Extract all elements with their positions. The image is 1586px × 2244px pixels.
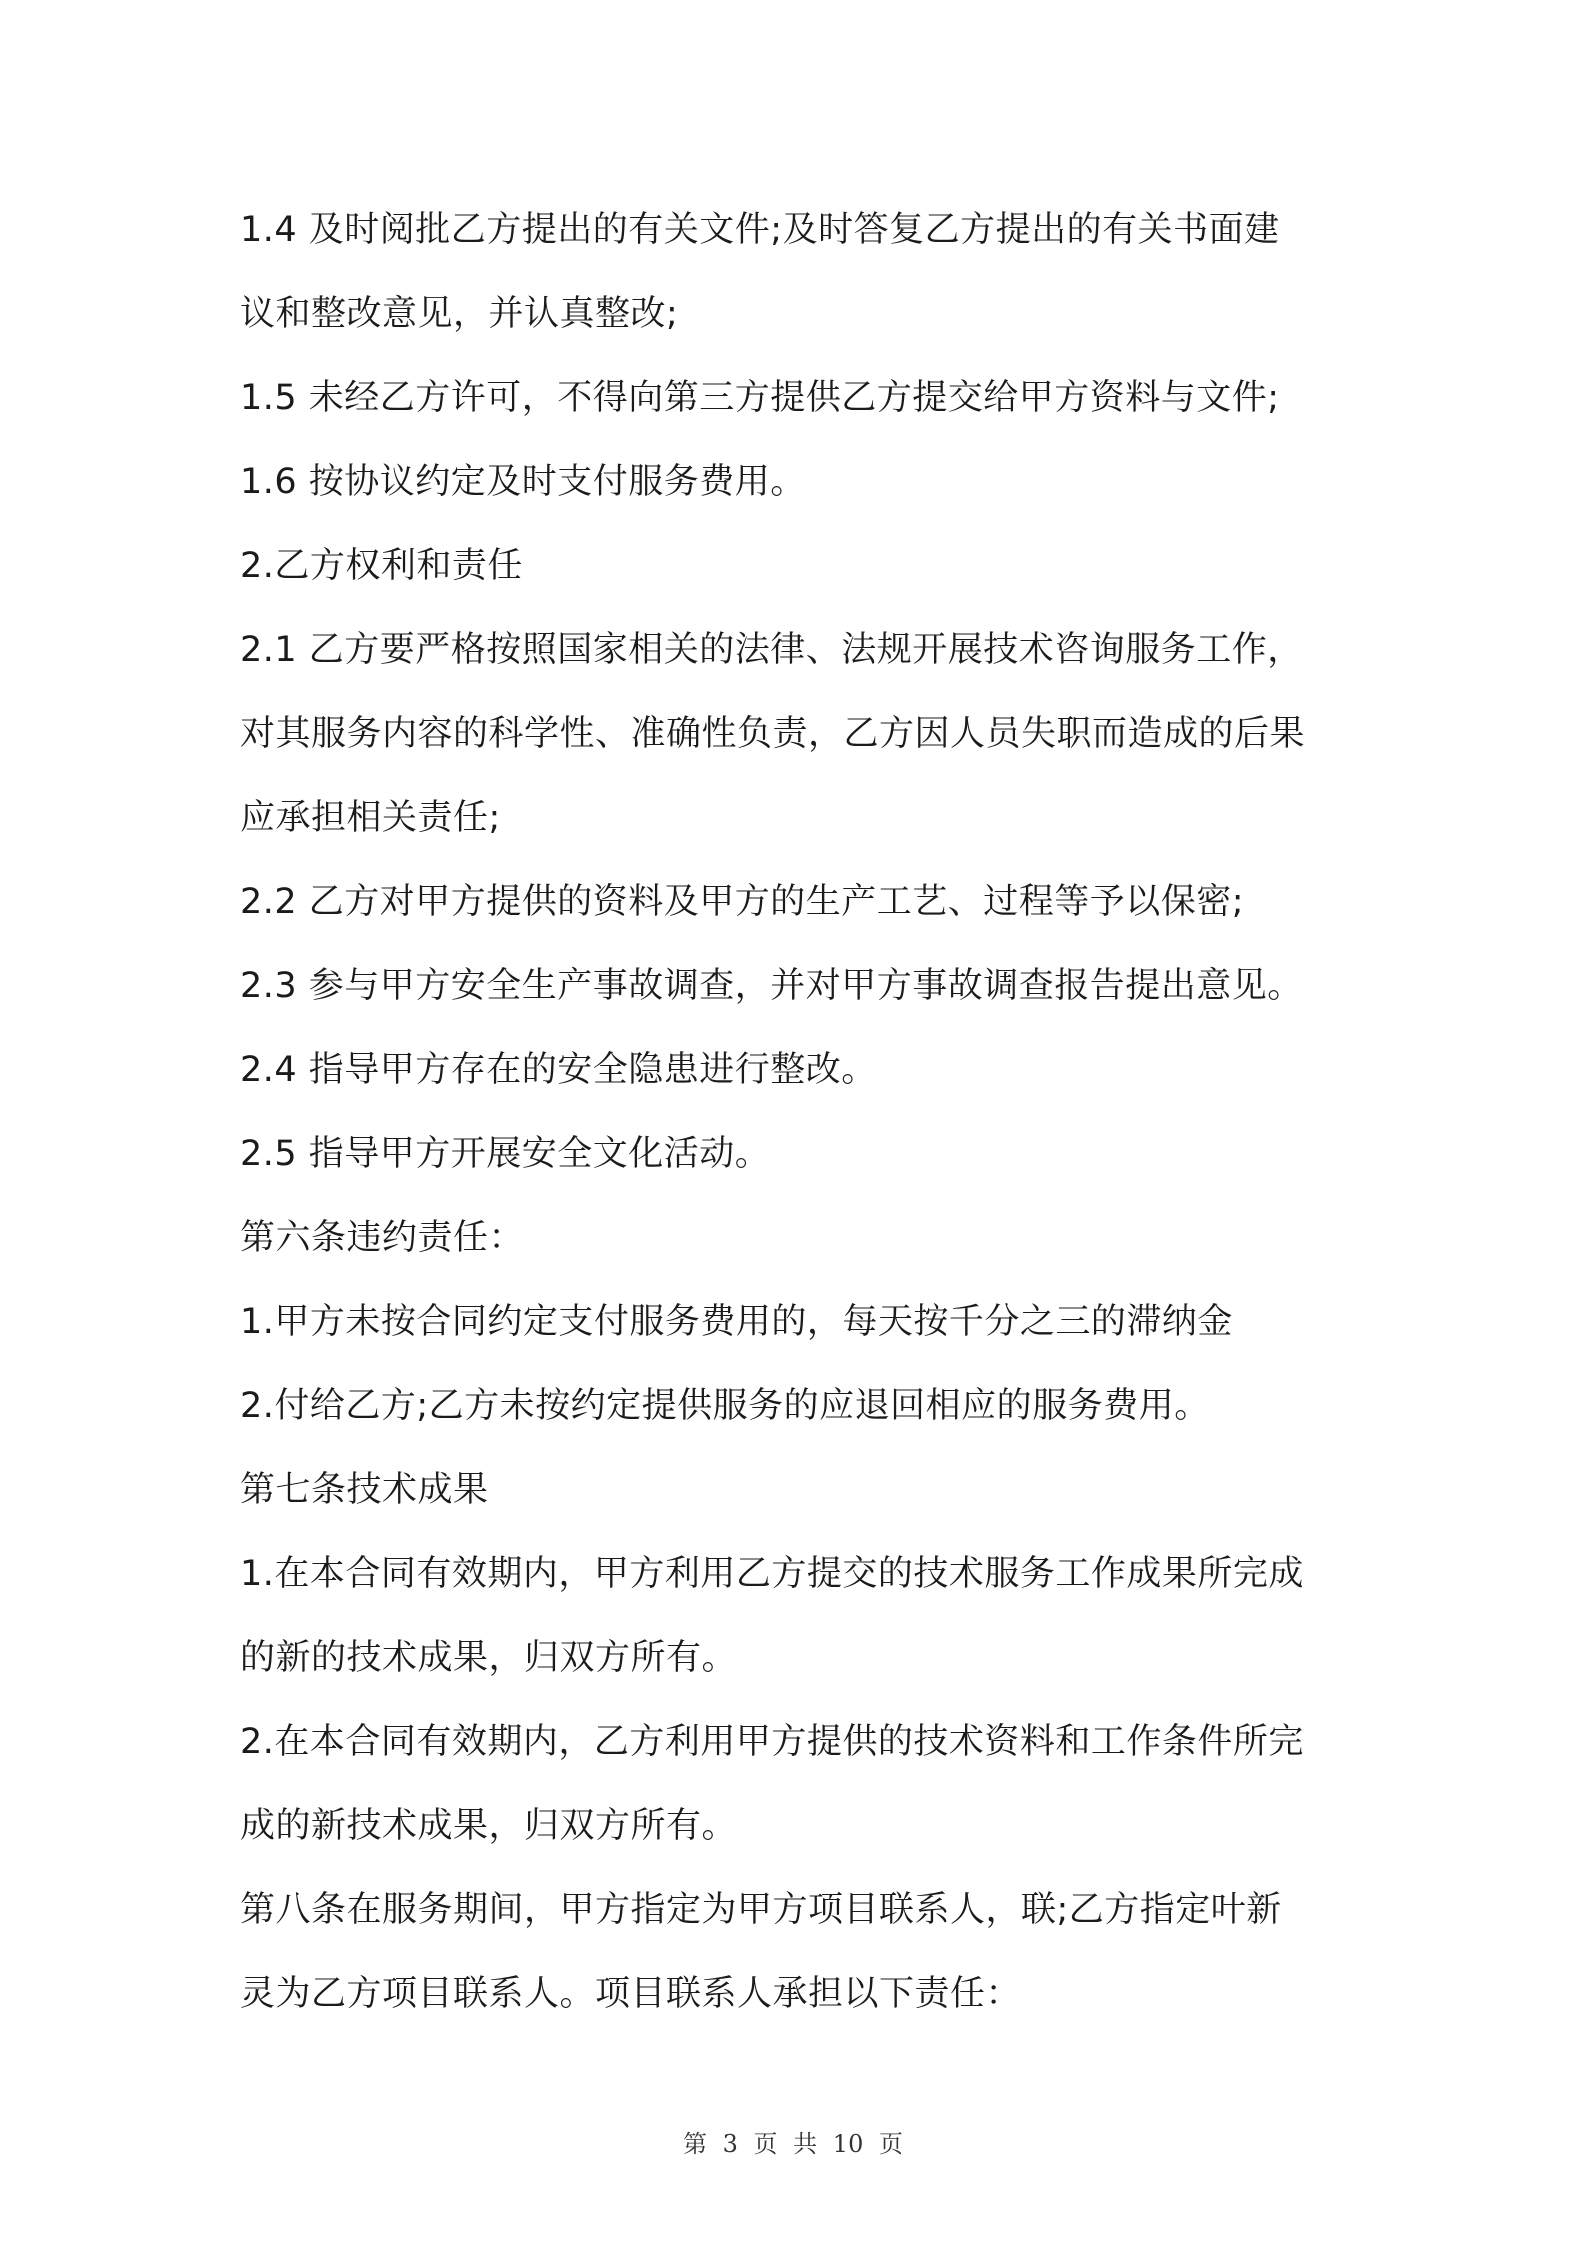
text-line-4: 1.6 按协议约定及时支付服务费用。 xyxy=(240,462,806,502)
text-line-1: 1.4 及时阅批乙方提出的有关文件;及时答复乙方提出的有关书面建 xyxy=(240,210,1280,250)
text-line-16: 第七条技术成果 xyxy=(240,1470,489,1510)
text-line-12: 2.5 指导甲方开展安全文化活动。 xyxy=(240,1134,771,1174)
text-line-15: 2.付给乙方;乙方未按约定提供服务的应退回相应的服务费用。 xyxy=(240,1386,1210,1426)
text-line-7: 对其服务内容的科学性、准确性负责，乙方因人员失职而造成的后果 xyxy=(240,714,1306,754)
text-line-21: 第八条在服务期间，甲方指定为甲方项目联系人，联;乙方指定叶新 xyxy=(240,1890,1282,1930)
text-line-19: 2.在本合同有效期内，乙方利用甲方提供的技术资料和工作条件所完 xyxy=(240,1722,1304,1762)
text-line-20: 成的新技术成果，归双方所有。 xyxy=(240,1806,738,1846)
text-line-2: 议和整改意见，并认真整改; xyxy=(240,294,679,334)
text-line-8: 应承担相关责任; xyxy=(240,798,501,838)
text-line-14: 1.甲方未按合同约定支付服务费用的，每天按千分之三的滞纳金 xyxy=(240,1302,1233,1342)
text-line-22: 灵为乙方项目联系人。项目联系人承担以下责任： xyxy=(240,1974,1022,2014)
text-line-9: 2.2 乙方对甲方提供的资料及甲方的生产工艺、过程等予以保密; xyxy=(240,882,1245,922)
text-line-6: 2.1 乙方要严格按照国家相关的法律、法规开展技术咨询服务工作， xyxy=(240,630,1303,670)
text-line-3: 1.5 未经乙方许可，不得向第三方提供乙方提交给甲方资料与文件; xyxy=(240,378,1280,418)
text-line-10: 2.3 参与甲方安全生产事故调查，并对甲方事故调查报告提出意见。 xyxy=(240,966,1303,1006)
text-line-13: 第六条违约责任： xyxy=(240,1218,525,1258)
text-line-5: 2.乙方权利和责任 xyxy=(240,546,523,586)
page-footer: 第 3 页 共 10 页 xyxy=(683,2130,903,2158)
text-line-17: 1.在本合同有效期内，甲方利用乙方提交的技术服务工作成果所完成 xyxy=(240,1554,1304,1594)
text-line-18: 的新的技术成果，归双方所有。 xyxy=(240,1638,738,1678)
text-line-11: 2.4 指导甲方存在的安全隐患进行整改。 xyxy=(240,1050,877,1090)
